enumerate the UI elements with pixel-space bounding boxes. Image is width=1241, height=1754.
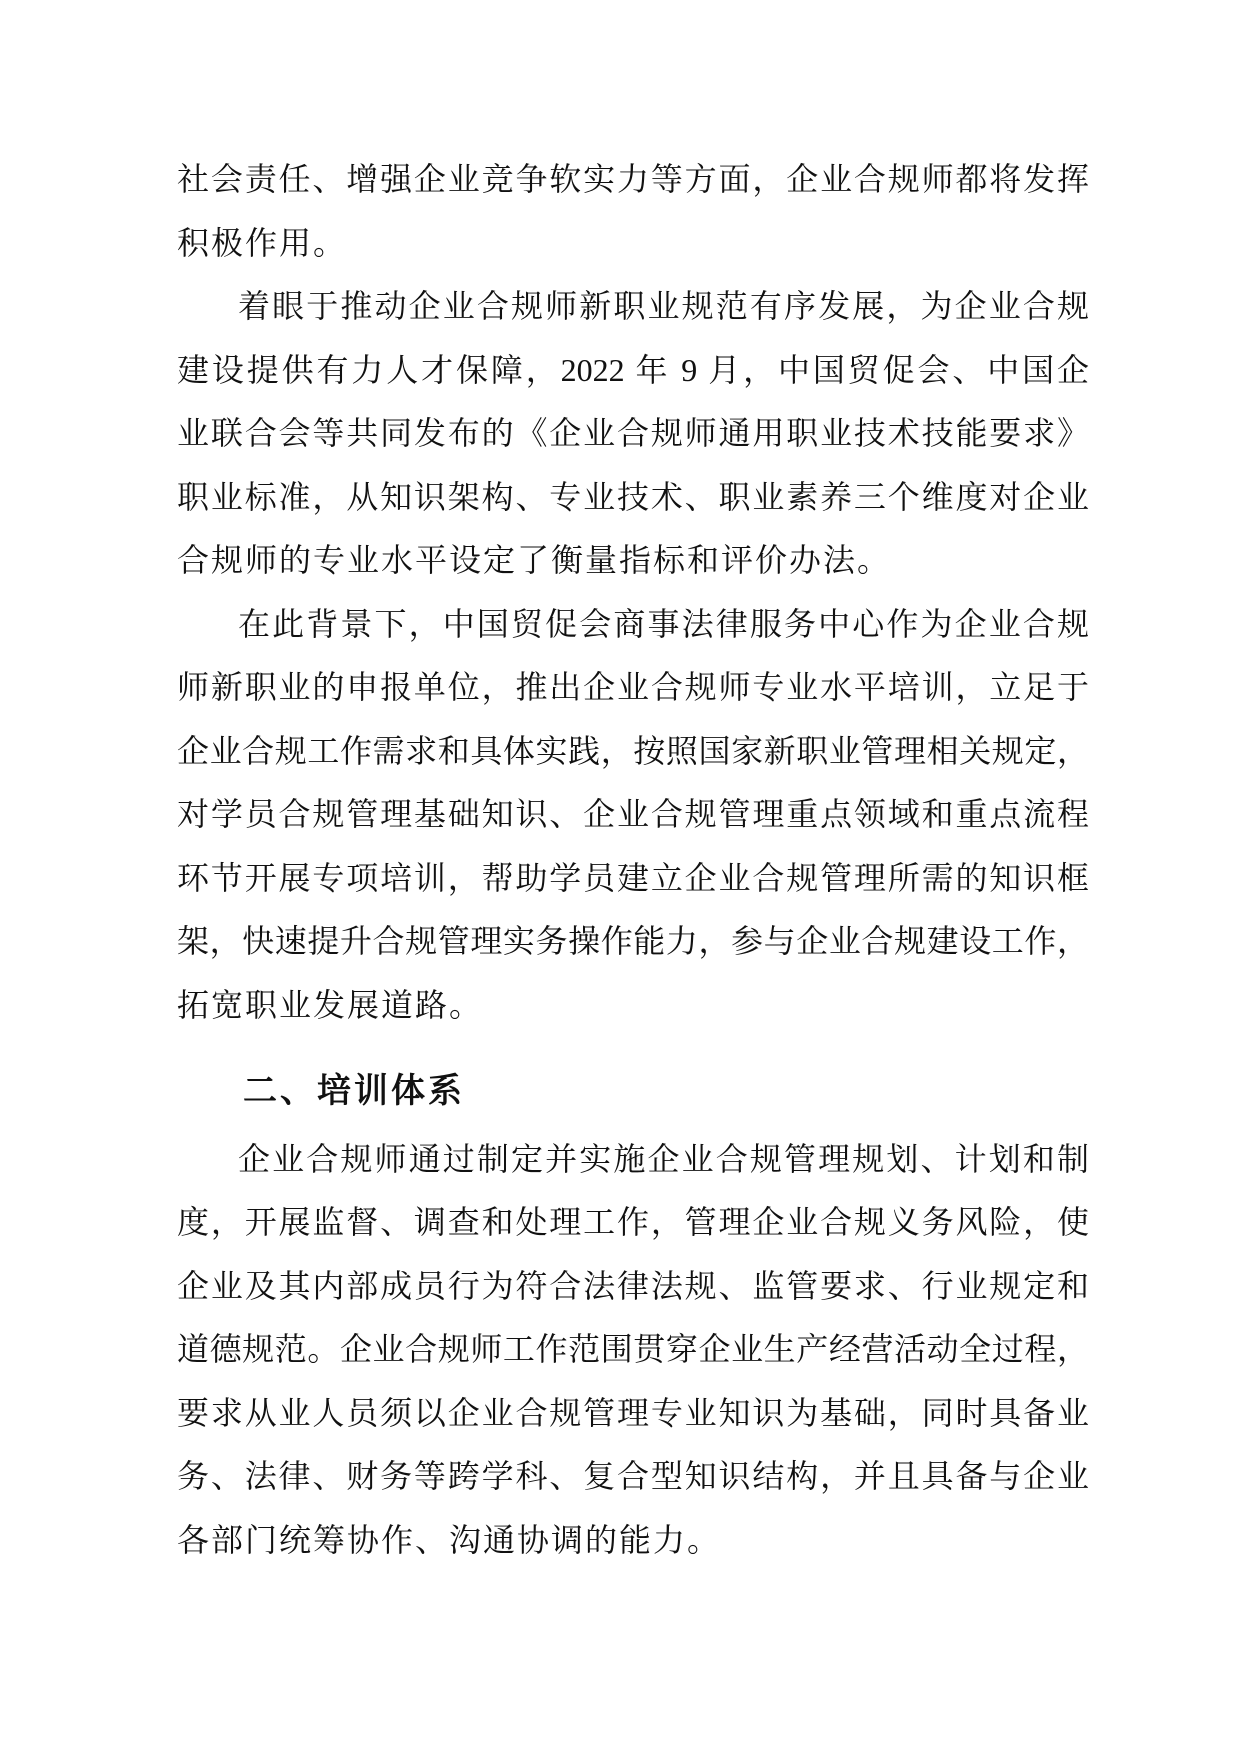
text-line: 建设提供有力人才保障，2022 年 9 月，中国贸促会、中国企 (177, 351, 1089, 388)
text-line: 企业合规师通过制定并实施企业合规管理规划、计划和制 (238, 1140, 1089, 1177)
text-line: 各部门统筹协作、沟通协调的能力。 (177, 1521, 722, 1558)
text-line: 环节开展专项培训，帮助学员建立企业合规管理所需的知识框 (177, 859, 1089, 896)
text-line: 着眼于推动企业合规师新职业规范有序发展，为企业合规 (238, 288, 1089, 324)
text-line: 企业合规工作需求和具体实践，按照国家新职业管理相关规定， (177, 732, 1089, 769)
text-line: 务、法律、财务等跨学科、复合型知识结构，并且具备与企业 (177, 1458, 1089, 1494)
text-line: 拓宽职业发展道路。 (177, 986, 484, 1023)
text-line: 职业标准，从知识架构、专业技术、职业素养三个维度对企业 (177, 478, 1089, 515)
paragraph (177, 1128, 1089, 1573)
text-block (177, 148, 1089, 1572)
text-line: 度，开展监督、调查和处理工作，管理企业合规义务风险，使 (177, 1204, 1089, 1240)
text-line: 架，快速提升合规管理实务操作能力，参与企业合规建设工作， (177, 923, 1089, 959)
text-line: 企业及其内部成员行为符合法律法规、监管要求、行业规定和 (177, 1267, 1089, 1304)
text-line: 积极作用。 (177, 224, 348, 261)
paragraph (177, 148, 1089, 275)
text-line: 在此背景下，中国贸促会商事法律服务中心作为企业合规 (238, 605, 1089, 642)
section-heading: 二、培训体系 (243, 1072, 465, 1110)
page-number (968, 1622, 1118, 1662)
text-line: 道德规范。企业合规师工作范围贯穿企业生产经营活动全过程， (177, 1331, 1089, 1367)
text-line: 师新职业的申报单位，推出企业合规师专业水平培训，立足于 (177, 669, 1089, 705)
paragraph (177, 593, 1089, 1038)
text-line: 要求从业人员须以企业合规管理专业知识为基础，同时具备业 (177, 1394, 1089, 1431)
text-line: 社会责任、增强企业竞争软实力等方面，企业合规师都将发挥 (177, 161, 1089, 197)
text-line: 业联合会等共同发布的《企业合规师通用职业技术技能要求》 (177, 415, 1089, 451)
paragraph (177, 275, 1089, 593)
text-line: 对学员合规管理基础知识、企业合规管理重点领域和重点流程 (177, 796, 1089, 832)
text-line: 合规师的专业水平设定了衡量指标和评价办法。 (177, 542, 892, 578)
